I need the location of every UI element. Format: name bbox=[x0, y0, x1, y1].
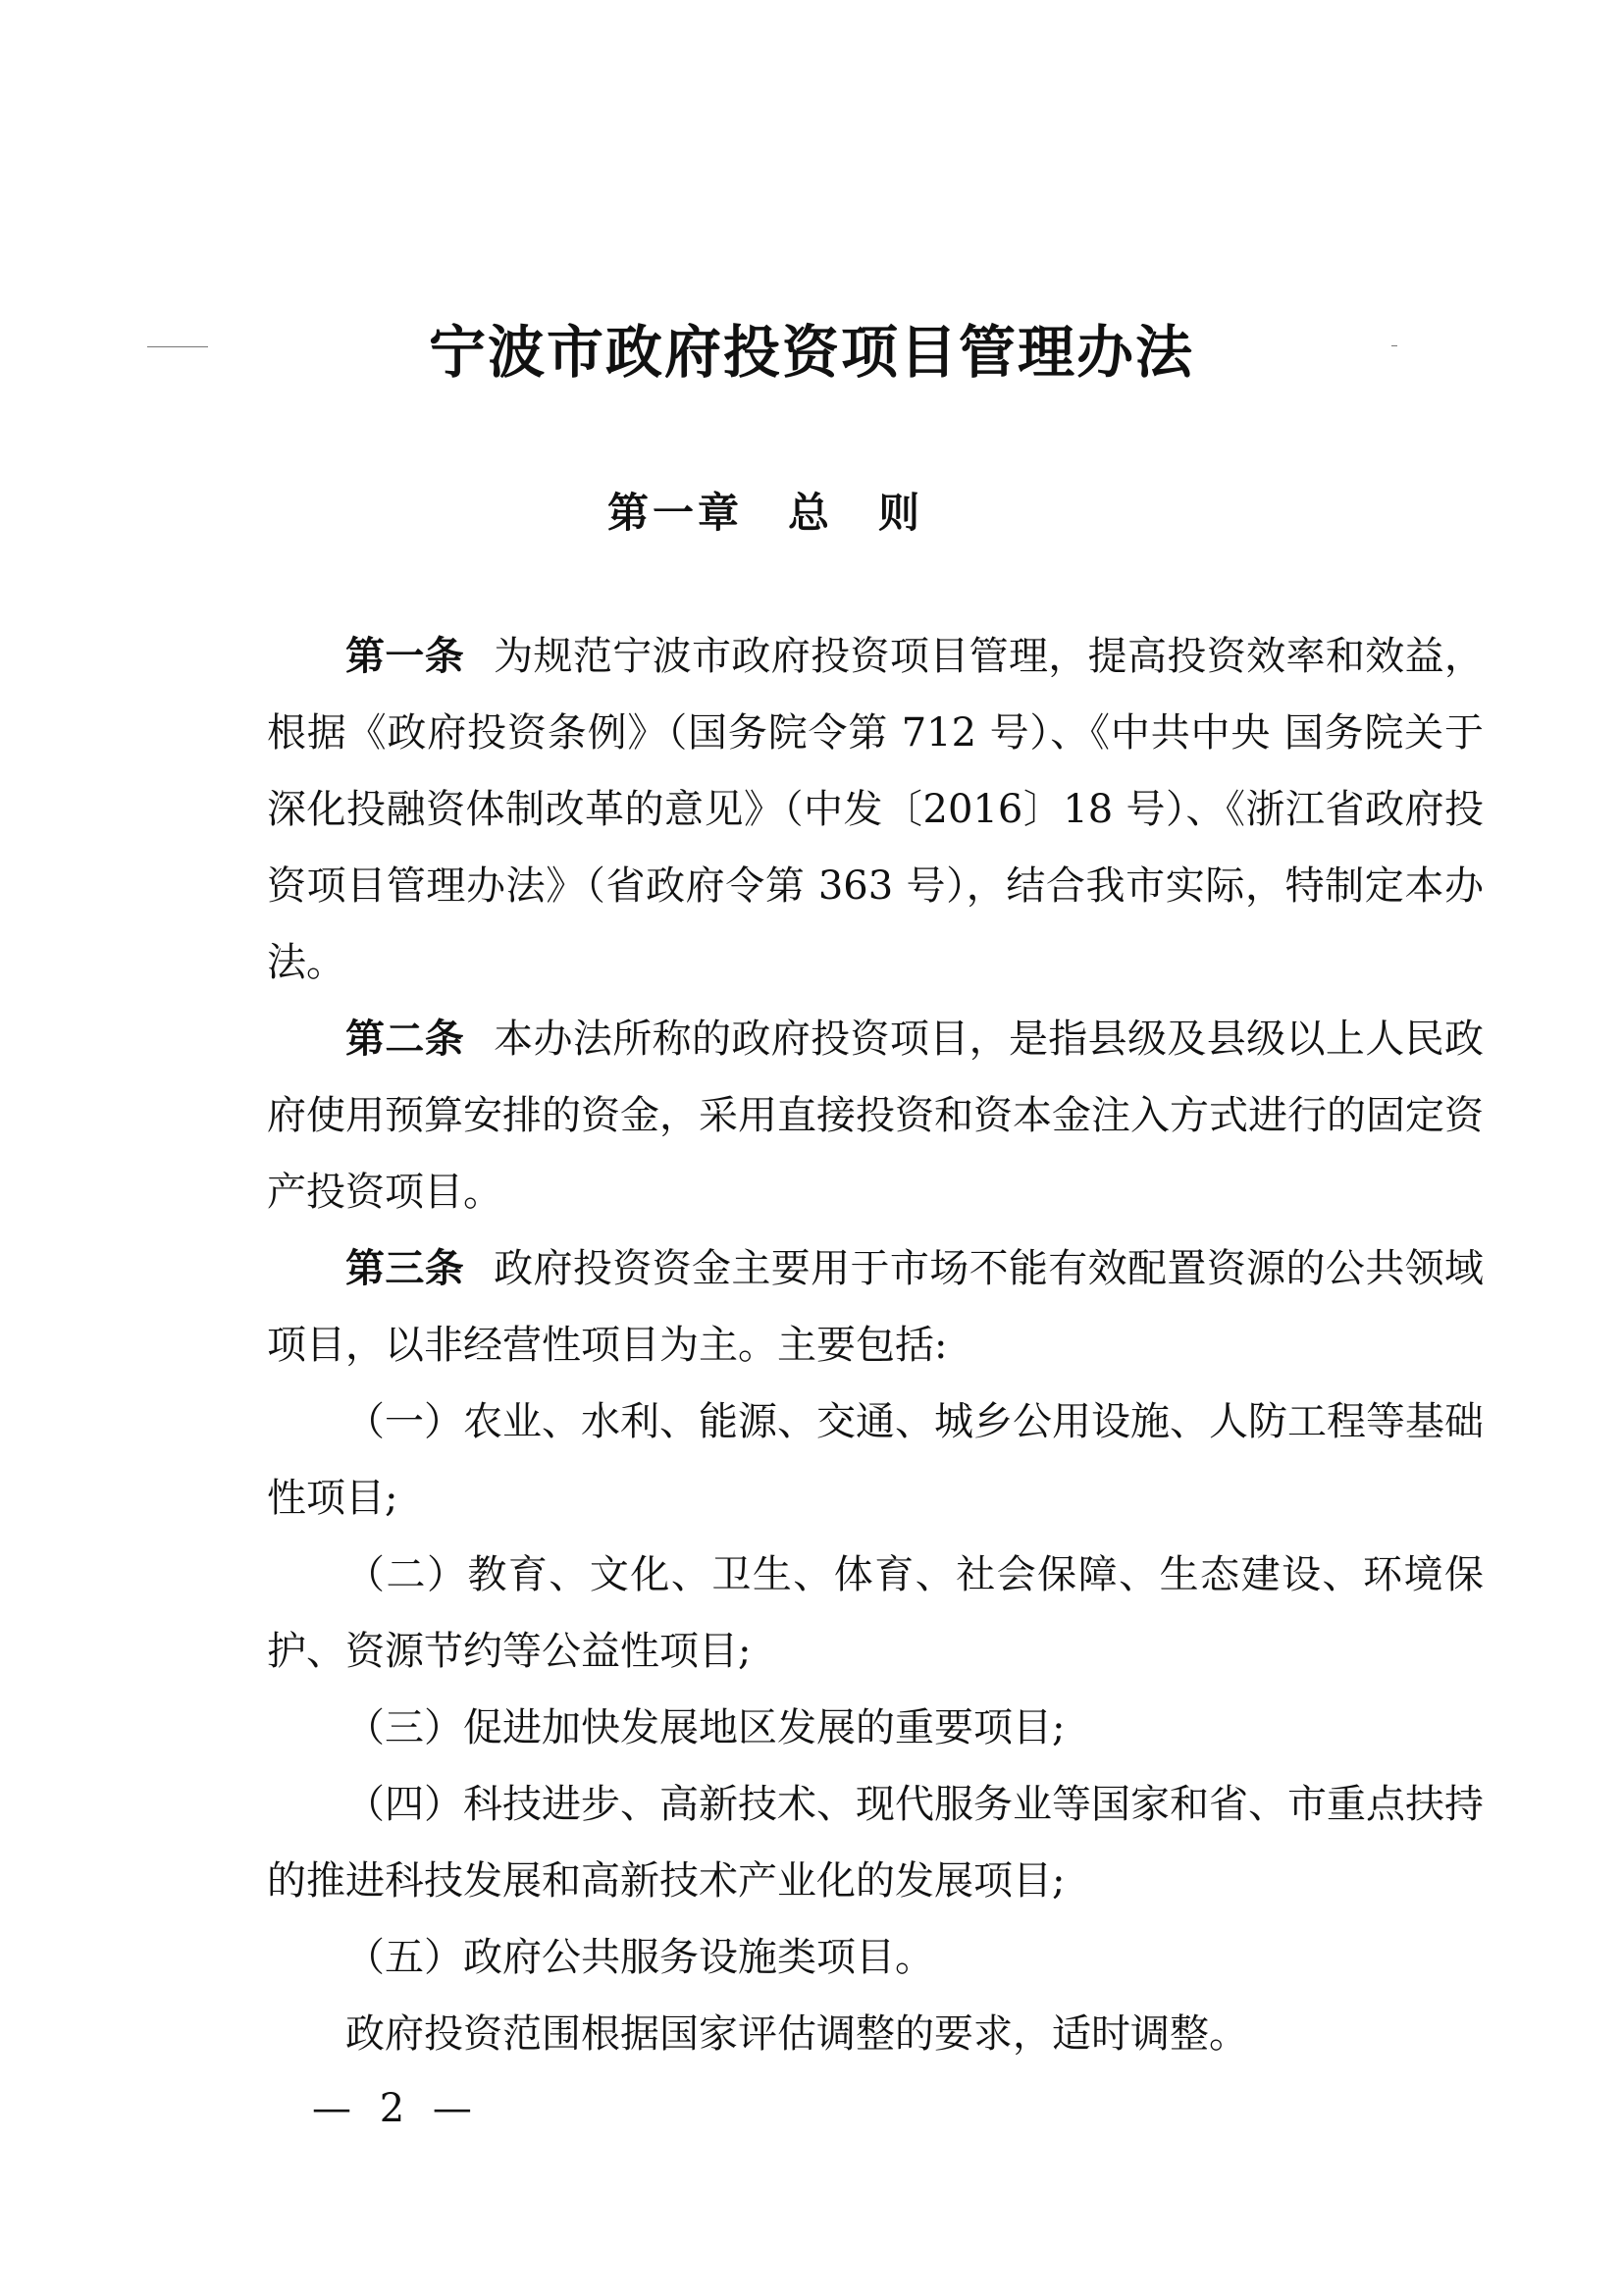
list-item-5: （五）政府公共服务设施类项目。 bbox=[345, 1935, 934, 1980]
list-item-1: （一）农业、水利、能源、交通、城乡公用设施、人防工程等基础性项目; bbox=[267, 1399, 1484, 1521]
article-1 bbox=[267, 618, 1484, 1001]
list-item-4: （四）科技进步、高新技术、现代服务业等国家和省、市重点扶持的推进科技发展和高新技术产业化的发展项目; bbox=[267, 1782, 1484, 1904]
article-3 bbox=[267, 1230, 1484, 1383]
chapter-heading: 第一章 总 则 bbox=[606, 489, 923, 537]
list-item-3: （三）促进加快发展地区发展的重要项目; bbox=[345, 1705, 1066, 1750]
article-label: 第二条 bbox=[345, 1016, 465, 1062]
page-number: — 2 — bbox=[312, 2086, 480, 2131]
article-label: 第一条 bbox=[345, 633, 465, 679]
article-2 bbox=[267, 1001, 1484, 1230]
list-item-2: （二）教育、文化、卫生、体育、社会保障、生态建设、环境保护、资源节约等公益性项目; bbox=[267, 1552, 1484, 1674]
closing-paragraph: 政府投资范围根据国家评估调整的要求，适时调整。 bbox=[345, 2011, 1248, 2057]
article-label: 第三条 bbox=[345, 1245, 465, 1291]
document-body bbox=[267, 618, 1484, 2072]
article-text: 政府投资资金主要用于市场不能有效配置资源的公共领域项目，以非经营性项目为主。主要包括: bbox=[267, 1246, 1485, 1368]
article-text: 为规范宁波市政府投资项目管理，提高投资效率和效益，根据《政府投资条例》（国务院令第 712 号）、《中共中央 国务院关于深化投融资体制改革的意见》（中发〔2016〕18 号）、《浙江省政府投资项目管理办法》（省政府令第 363 号），结合我市实际，特制定本办法。 bbox=[267, 634, 1485, 985]
article-text: 本办法所称的政府投资项目，是指县级及县级以上人民政府使用预算安排的资金，采用直接投资和资本金注入方式进行的固定资产投资项目。 bbox=[267, 1017, 1485, 1215]
document-title: 宁波市政府投资项目管理办法 bbox=[428, 319, 1194, 386]
